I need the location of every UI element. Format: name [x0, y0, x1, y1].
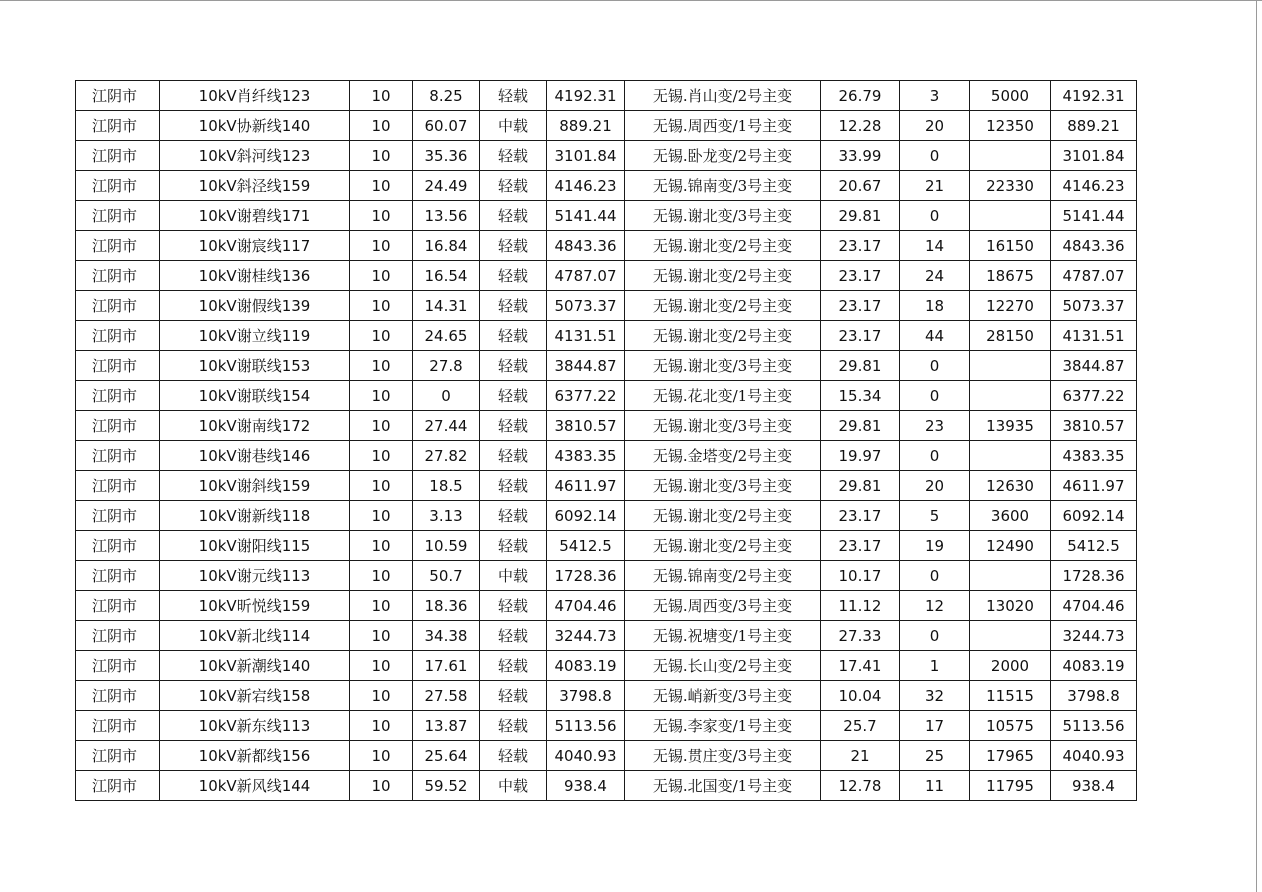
load-status-cell: 中载 [480, 111, 547, 141]
load-status-cell: 轻载 [480, 231, 547, 261]
transformer-cell: 无锡.谢北变/2号主变 [625, 261, 821, 291]
table-row [76, 711, 1137, 741]
transformer-rate-cell: 19.97 [821, 441, 900, 471]
count-cell: 14 [900, 231, 970, 261]
transformer-cell: 无锡.谢北变/3号主变 [625, 201, 821, 231]
city-cell: 江阴市 [76, 711, 160, 741]
table-row [76, 81, 1137, 111]
installed-capacity-cell [970, 351, 1051, 381]
installed-capacity-cell [970, 561, 1051, 591]
transformer-rate-cell: 23.17 [821, 531, 900, 561]
transformer-cell: 无锡.长山变/2号主变 [625, 651, 821, 681]
table-row [76, 591, 1137, 621]
transformer-rate-cell: 23.17 [821, 501, 900, 531]
city-cell: 江阴市 [76, 471, 160, 501]
table-row [76, 441, 1137, 471]
load-rate-cell: 50.7 [413, 561, 480, 591]
transformer-cell: 无锡.周西变/1号主变 [625, 111, 821, 141]
capacity-cell: 3810.57 [547, 411, 625, 441]
transformer-cell: 无锡.北国变/1号主变 [625, 771, 821, 801]
line-name-cell: 10kV协新线140 [160, 111, 350, 141]
transformer-cell: 无锡.肖山变/2号主变 [625, 81, 821, 111]
line-name-cell: 10kV昕悦线159 [160, 591, 350, 621]
transformer-cell: 无锡.贯庄变/3号主变 [625, 741, 821, 771]
load-status-cell: 轻载 [480, 291, 547, 321]
city-cell: 江阴市 [76, 171, 160, 201]
installed-capacity-cell: 5000 [970, 81, 1051, 111]
table-row [76, 651, 1137, 681]
voltage-cell: 10 [350, 321, 413, 351]
voltage-cell: 10 [350, 141, 413, 171]
load-status-cell: 轻载 [480, 321, 547, 351]
load-rate-cell: 10.59 [413, 531, 480, 561]
table-row [76, 381, 1137, 411]
transformer-rate-cell: 10.17 [821, 561, 900, 591]
installed-capacity-cell: 12270 [970, 291, 1051, 321]
city-cell: 江阴市 [76, 81, 160, 111]
line-name-cell: 10kV新都线156 [160, 741, 350, 771]
count-cell: 0 [900, 561, 970, 591]
load-rate-cell: 13.56 [413, 201, 480, 231]
count-cell: 3 [900, 81, 970, 111]
installed-capacity-cell: 12490 [970, 531, 1051, 561]
load-status-cell: 中载 [480, 561, 547, 591]
installed-capacity-cell: 13020 [970, 591, 1051, 621]
voltage-cell: 10 [350, 111, 413, 141]
count-cell: 20 [900, 111, 970, 141]
capacity-cell: 5113.56 [547, 711, 625, 741]
load-status-cell: 轻载 [480, 441, 547, 471]
capacity-cell: 3101.84 [547, 141, 625, 171]
line-name-cell: 10kV谢假线139 [160, 291, 350, 321]
transformer-cell: 无锡.谢北变/2号主变 [625, 501, 821, 531]
load-status-cell: 轻载 [480, 351, 547, 381]
transformer-cell: 无锡.谢北变/2号主变 [625, 531, 821, 561]
city-cell: 江阴市 [76, 561, 160, 591]
margin-cell: 4083.19 [1051, 651, 1137, 681]
transformer-rate-cell: 23.17 [821, 321, 900, 351]
load-status-cell: 轻载 [480, 501, 547, 531]
table-row [76, 231, 1137, 261]
city-cell: 江阴市 [76, 231, 160, 261]
margin-cell: 4843.36 [1051, 231, 1137, 261]
line-name-cell: 10kV谢巷线146 [160, 441, 350, 471]
installed-capacity-cell: 3600 [970, 501, 1051, 531]
capacity-cell: 938.4 [547, 771, 625, 801]
transformer-cell: 无锡.谢北变/3号主变 [625, 471, 821, 501]
count-cell: 32 [900, 681, 970, 711]
transformer-cell: 无锡.锦南变/2号主变 [625, 561, 821, 591]
margin-cell: 5113.56 [1051, 711, 1137, 741]
transformer-cell: 无锡.谢北变/2号主变 [625, 321, 821, 351]
margin-cell: 938.4 [1051, 771, 1137, 801]
voltage-cell: 10 [350, 741, 413, 771]
load-status-cell: 轻载 [480, 201, 547, 231]
transformer-cell: 无锡.卧龙变/2号主变 [625, 141, 821, 171]
city-cell: 江阴市 [76, 141, 160, 171]
load-rate-cell: 14.31 [413, 291, 480, 321]
city-cell: 江阴市 [76, 111, 160, 141]
count-cell: 24 [900, 261, 970, 291]
transformer-cell: 无锡.花北变/1号主变 [625, 381, 821, 411]
load-rate-cell: 13.87 [413, 711, 480, 741]
margin-cell: 3798.8 [1051, 681, 1137, 711]
city-cell: 江阴市 [76, 411, 160, 441]
load-rate-cell: 3.13 [413, 501, 480, 531]
table-row [76, 681, 1137, 711]
capacity-cell: 4704.46 [547, 591, 625, 621]
margin-cell: 4040.93 [1051, 741, 1137, 771]
capacity-cell: 3844.87 [547, 351, 625, 381]
capacity-cell: 1728.36 [547, 561, 625, 591]
city-cell: 江阴市 [76, 351, 160, 381]
city-cell: 江阴市 [76, 291, 160, 321]
transformer-rate-cell: 23.17 [821, 291, 900, 321]
load-rate-cell: 16.54 [413, 261, 480, 291]
line-name-cell: 10kV谢桂线136 [160, 261, 350, 291]
count-cell: 21 [900, 171, 970, 201]
table-body [76, 81, 1137, 801]
count-cell: 5 [900, 501, 970, 531]
transformer-cell: 无锡.谢北变/2号主变 [625, 231, 821, 261]
load-rate-cell: 17.61 [413, 651, 480, 681]
load-status-cell: 轻载 [480, 171, 547, 201]
line-name-cell: 10kV斜泾线159 [160, 171, 350, 201]
load-rate-cell: 18.5 [413, 471, 480, 501]
margin-cell: 6092.14 [1051, 501, 1137, 531]
transformer-rate-cell: 29.81 [821, 411, 900, 441]
voltage-cell: 10 [350, 591, 413, 621]
load-status-cell: 轻载 [480, 141, 547, 171]
capacity-cell: 6377.22 [547, 381, 625, 411]
margin-cell: 5141.44 [1051, 201, 1137, 231]
count-cell: 0 [900, 351, 970, 381]
capacity-cell: 4146.23 [547, 171, 625, 201]
count-cell: 20 [900, 471, 970, 501]
margin-cell: 3844.87 [1051, 351, 1137, 381]
installed-capacity-cell: 13935 [970, 411, 1051, 441]
table-row [76, 741, 1137, 771]
table-row [76, 171, 1137, 201]
load-rate-cell: 16.84 [413, 231, 480, 261]
table-row [76, 321, 1137, 351]
voltage-cell: 10 [350, 711, 413, 741]
page-right-border [1256, 0, 1257, 892]
transformer-cell: 无锡.谢北变/2号主变 [625, 291, 821, 321]
table-row [76, 111, 1137, 141]
count-cell: 18 [900, 291, 970, 321]
voltage-cell: 10 [350, 531, 413, 561]
load-rate-cell: 59.52 [413, 771, 480, 801]
installed-capacity-cell: 22330 [970, 171, 1051, 201]
transformer-cell: 无锡.谢北变/3号主变 [625, 351, 821, 381]
installed-capacity-cell: 11795 [970, 771, 1051, 801]
count-cell: 0 [900, 621, 970, 651]
load-rate-cell: 35.36 [413, 141, 480, 171]
margin-cell: 3244.73 [1051, 621, 1137, 651]
transformer-rate-cell: 21 [821, 741, 900, 771]
city-cell: 江阴市 [76, 501, 160, 531]
table-row [76, 201, 1137, 231]
table-row [76, 471, 1137, 501]
voltage-cell: 10 [350, 351, 413, 381]
line-name-cell: 10kV谢阳线115 [160, 531, 350, 561]
line-name-cell: 10kV新宕线158 [160, 681, 350, 711]
load-rate-cell: 24.49 [413, 171, 480, 201]
installed-capacity-cell [970, 141, 1051, 171]
count-cell: 1 [900, 651, 970, 681]
table-row [76, 291, 1137, 321]
transformer-cell: 无锡.祝塘变/1号主变 [625, 621, 821, 651]
margin-cell: 889.21 [1051, 111, 1137, 141]
line-name-cell: 10kV谢立线119 [160, 321, 350, 351]
load-rate-cell: 8.25 [413, 81, 480, 111]
voltage-cell: 10 [350, 81, 413, 111]
margin-cell: 4192.31 [1051, 81, 1137, 111]
table-row [76, 141, 1137, 171]
capacity-cell: 4192.31 [547, 81, 625, 111]
transformer-rate-cell: 11.12 [821, 591, 900, 621]
installed-capacity-cell: 12350 [970, 111, 1051, 141]
voltage-cell: 10 [350, 621, 413, 651]
city-cell: 江阴市 [76, 681, 160, 711]
transformer-rate-cell: 29.81 [821, 351, 900, 381]
capacity-cell: 5073.37 [547, 291, 625, 321]
table-row [76, 531, 1137, 561]
installed-capacity-cell [970, 201, 1051, 231]
load-status-cell: 轻载 [480, 381, 547, 411]
transformer-cell: 无锡.峭新变/3号主变 [625, 681, 821, 711]
capacity-cell: 3244.73 [547, 621, 625, 651]
load-status-cell: 轻载 [480, 261, 547, 291]
line-name-cell: 10kV新北线114 [160, 621, 350, 651]
city-cell: 江阴市 [76, 651, 160, 681]
installed-capacity-cell: 11515 [970, 681, 1051, 711]
capacity-cell: 4611.97 [547, 471, 625, 501]
count-cell: 0 [900, 441, 970, 471]
voltage-cell: 10 [350, 441, 413, 471]
count-cell: 23 [900, 411, 970, 441]
city-cell: 江阴市 [76, 591, 160, 621]
load-status-cell: 轻载 [480, 531, 547, 561]
line-name-cell: 10kV谢斜线159 [160, 471, 350, 501]
margin-cell: 5412.5 [1051, 531, 1137, 561]
load-rate-cell: 0 [413, 381, 480, 411]
transformer-rate-cell: 25.7 [821, 711, 900, 741]
voltage-cell: 10 [350, 171, 413, 201]
load-rate-cell: 27.8 [413, 351, 480, 381]
count-cell: 0 [900, 141, 970, 171]
installed-capacity-cell [970, 621, 1051, 651]
margin-cell: 6377.22 [1051, 381, 1137, 411]
load-rate-cell: 18.36 [413, 591, 480, 621]
count-cell: 0 [900, 201, 970, 231]
load-status-cell: 轻载 [480, 471, 547, 501]
installed-capacity-cell: 10575 [970, 711, 1051, 741]
voltage-cell: 10 [350, 381, 413, 411]
margin-cell: 3810.57 [1051, 411, 1137, 441]
margin-cell: 4146.23 [1051, 171, 1137, 201]
load-rate-cell: 25.64 [413, 741, 480, 771]
city-cell: 江阴市 [76, 531, 160, 561]
count-cell: 25 [900, 741, 970, 771]
installed-capacity-cell: 28150 [970, 321, 1051, 351]
count-cell: 0 [900, 381, 970, 411]
margin-cell: 4611.97 [1051, 471, 1137, 501]
installed-capacity-cell: 16150 [970, 231, 1051, 261]
load-status-cell: 轻载 [480, 411, 547, 441]
capacity-cell: 4083.19 [547, 651, 625, 681]
voltage-cell: 10 [350, 771, 413, 801]
capacity-cell: 5141.44 [547, 201, 625, 231]
table-row [76, 561, 1137, 591]
installed-capacity-cell [970, 441, 1051, 471]
table-row [76, 411, 1137, 441]
capacity-cell: 6092.14 [547, 501, 625, 531]
voltage-cell: 10 [350, 471, 413, 501]
load-rate-cell: 34.38 [413, 621, 480, 651]
table-row [76, 501, 1137, 531]
table-row [76, 351, 1137, 381]
line-name-cell: 10kV谢联线153 [160, 351, 350, 381]
voltage-cell: 10 [350, 291, 413, 321]
voltage-cell: 10 [350, 231, 413, 261]
line-name-cell: 10kV谢宸线117 [160, 231, 350, 261]
installed-capacity-cell: 17965 [970, 741, 1051, 771]
transformer-rate-cell: 23.17 [821, 231, 900, 261]
load-status-cell: 轻载 [480, 621, 547, 651]
load-rate-cell: 27.44 [413, 411, 480, 441]
load-rate-cell: 27.82 [413, 441, 480, 471]
transformer-rate-cell: 12.28 [821, 111, 900, 141]
city-cell: 江阴市 [76, 741, 160, 771]
transformer-cell: 无锡.李家变/1号主变 [625, 711, 821, 741]
load-status-cell: 轻载 [480, 681, 547, 711]
installed-capacity-cell: 2000 [970, 651, 1051, 681]
transformer-rate-cell: 20.67 [821, 171, 900, 201]
table-row [76, 771, 1137, 801]
city-cell: 江阴市 [76, 441, 160, 471]
margin-cell: 4787.07 [1051, 261, 1137, 291]
transformer-cell: 无锡.谢北变/3号主变 [625, 411, 821, 441]
load-status-cell: 轻载 [480, 711, 547, 741]
load-rate-cell: 27.58 [413, 681, 480, 711]
transformer-rate-cell: 23.17 [821, 261, 900, 291]
transformer-rate-cell: 10.04 [821, 681, 900, 711]
line-name-cell: 10kV谢新线118 [160, 501, 350, 531]
voltage-cell: 10 [350, 261, 413, 291]
line-name-cell: 10kV谢联线154 [160, 381, 350, 411]
transformer-rate-cell: 17.41 [821, 651, 900, 681]
count-cell: 12 [900, 591, 970, 621]
line-name-cell: 10kV新风线144 [160, 771, 350, 801]
line-name-cell: 10kV新潮线140 [160, 651, 350, 681]
load-rate-cell: 24.65 [413, 321, 480, 351]
margin-cell: 1728.36 [1051, 561, 1137, 591]
load-status-cell: 轻载 [480, 741, 547, 771]
installed-capacity-cell [970, 381, 1051, 411]
transformer-rate-cell: 12.78 [821, 771, 900, 801]
transformer-rate-cell: 29.81 [821, 201, 900, 231]
margin-cell: 3101.84 [1051, 141, 1137, 171]
capacity-cell: 3798.8 [547, 681, 625, 711]
city-cell: 江阴市 [76, 771, 160, 801]
margin-cell: 4704.46 [1051, 591, 1137, 621]
line-name-cell: 10kV谢南线172 [160, 411, 350, 441]
line-name-cell: 10kV新东线113 [160, 711, 350, 741]
capacity-cell: 4787.07 [547, 261, 625, 291]
installed-capacity-cell: 12630 [970, 471, 1051, 501]
city-cell: 江阴市 [76, 621, 160, 651]
city-cell: 江阴市 [76, 381, 160, 411]
capacity-cell: 5412.5 [547, 531, 625, 561]
load-status-cell: 轻载 [480, 591, 547, 621]
voltage-cell: 10 [350, 201, 413, 231]
table-row [76, 621, 1137, 651]
count-cell: 17 [900, 711, 970, 741]
voltage-cell: 10 [350, 411, 413, 441]
city-cell: 江阴市 [76, 261, 160, 291]
transformer-rate-cell: 15.34 [821, 381, 900, 411]
transformer-cell: 无锡.锦南变/3号主变 [625, 171, 821, 201]
transformer-rate-cell: 33.99 [821, 141, 900, 171]
count-cell: 19 [900, 531, 970, 561]
voltage-cell: 10 [350, 501, 413, 531]
line-name-cell: 10kV谢碧线171 [160, 201, 350, 231]
transformer-cell: 无锡.金塔变/2号主变 [625, 441, 821, 471]
line-name-cell: 10kV斜河线123 [160, 141, 350, 171]
margin-cell: 4131.51 [1051, 321, 1137, 351]
transformer-cell: 无锡.周西变/3号主变 [625, 591, 821, 621]
installed-capacity-cell: 18675 [970, 261, 1051, 291]
capacity-cell: 889.21 [547, 111, 625, 141]
load-status-cell: 轻载 [480, 651, 547, 681]
feeder-load-table [75, 80, 1137, 801]
transformer-rate-cell: 26.79 [821, 81, 900, 111]
data-sheet [75, 80, 1136, 801]
capacity-cell: 4843.36 [547, 231, 625, 261]
transformer-rate-cell: 27.33 [821, 621, 900, 651]
capacity-cell: 4383.35 [547, 441, 625, 471]
load-status-cell: 中载 [480, 771, 547, 801]
capacity-cell: 4131.51 [547, 321, 625, 351]
transformer-rate-cell: 29.81 [821, 471, 900, 501]
city-cell: 江阴市 [76, 321, 160, 351]
voltage-cell: 10 [350, 651, 413, 681]
line-name-cell: 10kV谢元线113 [160, 561, 350, 591]
load-rate-cell: 60.07 [413, 111, 480, 141]
line-name-cell: 10kV肖纤线123 [160, 81, 350, 111]
load-status-cell: 轻载 [480, 81, 547, 111]
count-cell: 44 [900, 321, 970, 351]
count-cell: 11 [900, 771, 970, 801]
city-cell: 江阴市 [76, 201, 160, 231]
margin-cell: 5073.37 [1051, 291, 1137, 321]
voltage-cell: 10 [350, 561, 413, 591]
voltage-cell: 10 [350, 681, 413, 711]
table-row [76, 261, 1137, 291]
margin-cell: 4383.35 [1051, 441, 1137, 471]
capacity-cell: 4040.93 [547, 741, 625, 771]
page-top-border [0, 0, 1262, 1]
